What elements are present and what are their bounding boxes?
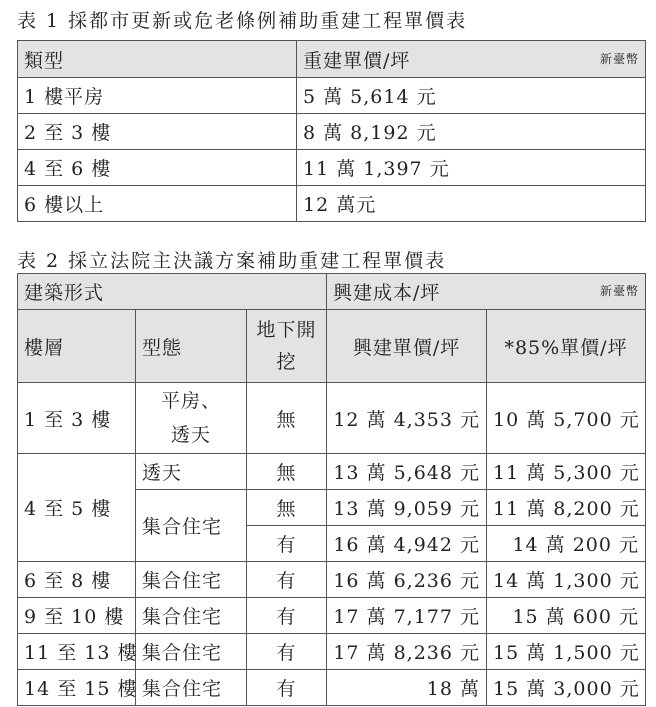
header-cost-label: 興建成本/坪: [333, 282, 441, 304]
cell-floors: 6 至 8 樓: [18, 562, 136, 598]
cell-style: 集合住宅: [136, 670, 247, 706]
cell-basement: 有: [247, 670, 327, 706]
cell-style: 平房、透天: [136, 383, 247, 454]
currency-unit: 新臺幣: [599, 51, 639, 66]
table2-title: 表 2 採立法院主決議方案補助重建工程單價表: [17, 250, 447, 272]
cell-style: 集合住宅: [136, 634, 247, 670]
cell-basement: 無: [247, 454, 327, 490]
table-row: [18, 454, 646, 490]
cell-basement: 有: [247, 634, 327, 670]
cell-price: 12 萬元: [297, 186, 646, 222]
cell-price-85: 14 萬 1,300 元: [487, 562, 646, 598]
cell-floors: 4 至 5 樓: [18, 454, 136, 562]
cell-basement: 有: [247, 526, 327, 562]
header-construction-cost: [327, 274, 646, 310]
cell-price: 16 萬 4,942 元: [327, 526, 487, 562]
cell-price-85: 11 萬 5,300 元: [487, 454, 646, 490]
cell-style: 集合住宅: [136, 490, 247, 562]
cell-price: 17 萬 8,236 元: [327, 634, 487, 670]
cell-type: 1 樓平房: [18, 78, 297, 114]
cell-price: 12 萬 4,353 元: [327, 383, 487, 454]
table-row: [18, 150, 646, 186]
table-row: [18, 634, 646, 670]
cell-basement: 有: [247, 562, 327, 598]
cell-basement: 無: [247, 383, 327, 454]
header-basement: 地下開挖: [247, 310, 327, 383]
cell-price: 13 萬 5,648 元: [327, 454, 487, 490]
table-row: [18, 598, 646, 634]
cell-style: 透天: [136, 454, 247, 490]
header-price-label: 重建單價/坪: [303, 49, 411, 72]
cell-floors: 14 至 15 樓: [18, 670, 136, 706]
cell-type: 4 至 6 樓: [18, 150, 297, 186]
cell-floors: 9 至 10 樓: [18, 598, 136, 634]
cell-price: 8 萬 8,192 元: [297, 114, 646, 150]
cell-price: 13 萬 9,059 元: [327, 490, 487, 526]
cell-price: 11 萬 1,397 元: [297, 150, 646, 186]
table-row: [18, 114, 646, 150]
header-price: 興建單價/坪: [327, 310, 487, 383]
cell-price-85: 15 萬 1,500 元: [487, 634, 646, 670]
cell-basement: 有: [247, 598, 327, 634]
cell-style: 集合住宅: [136, 562, 247, 598]
cell-floors: 11 至 13 樓: [18, 634, 136, 670]
table-row: [18, 562, 646, 598]
group-header-row: [18, 274, 646, 310]
cell-price-85: 15 萬 3,000 元: [487, 670, 646, 706]
currency-unit: 新臺幣: [599, 284, 639, 298]
header-building-form: 建築形式: [18, 274, 327, 310]
unit-price-table-2: [17, 273, 646, 706]
cell-price-85: 10 萬 5,700 元: [487, 383, 646, 454]
table1-title: 表 1 採都市更新或危老條例補助重建工程單價表: [17, 10, 468, 32]
unit-price-table-1: [17, 40, 646, 222]
cell-floors: 1 至 3 樓: [18, 383, 136, 454]
cell-price: 5 萬 5,614 元: [297, 78, 646, 114]
cell-price: 18 萬: [327, 670, 487, 706]
header-price-85: *85%單價/坪: [487, 310, 646, 383]
cell-type: 6 樓以上: [18, 186, 297, 222]
table-row: [18, 78, 646, 114]
table-header-row: [18, 310, 646, 383]
cell-price: 17 萬 7,177 元: [327, 598, 487, 634]
cell-basement: 無: [247, 490, 327, 526]
header-type: 類型: [18, 41, 297, 78]
cell-price-85: 11 萬 8,200 元: [487, 490, 646, 526]
table-row: [18, 670, 646, 706]
cell-price-85: 15 萬 600 元: [487, 598, 646, 634]
header-price: [297, 41, 646, 78]
cell-style: 集合住宅: [136, 598, 247, 634]
table-row: [18, 383, 646, 454]
header-style: 型態: [136, 310, 247, 383]
cell-type: 2 至 3 樓: [18, 114, 297, 150]
table-row: [18, 186, 646, 222]
cell-price-85: 14 萬 200 元: [487, 526, 646, 562]
table-header-row: [18, 41, 646, 78]
cell-price: 16 萬 6,236 元: [327, 562, 487, 598]
header-floors: 樓層: [18, 310, 136, 383]
